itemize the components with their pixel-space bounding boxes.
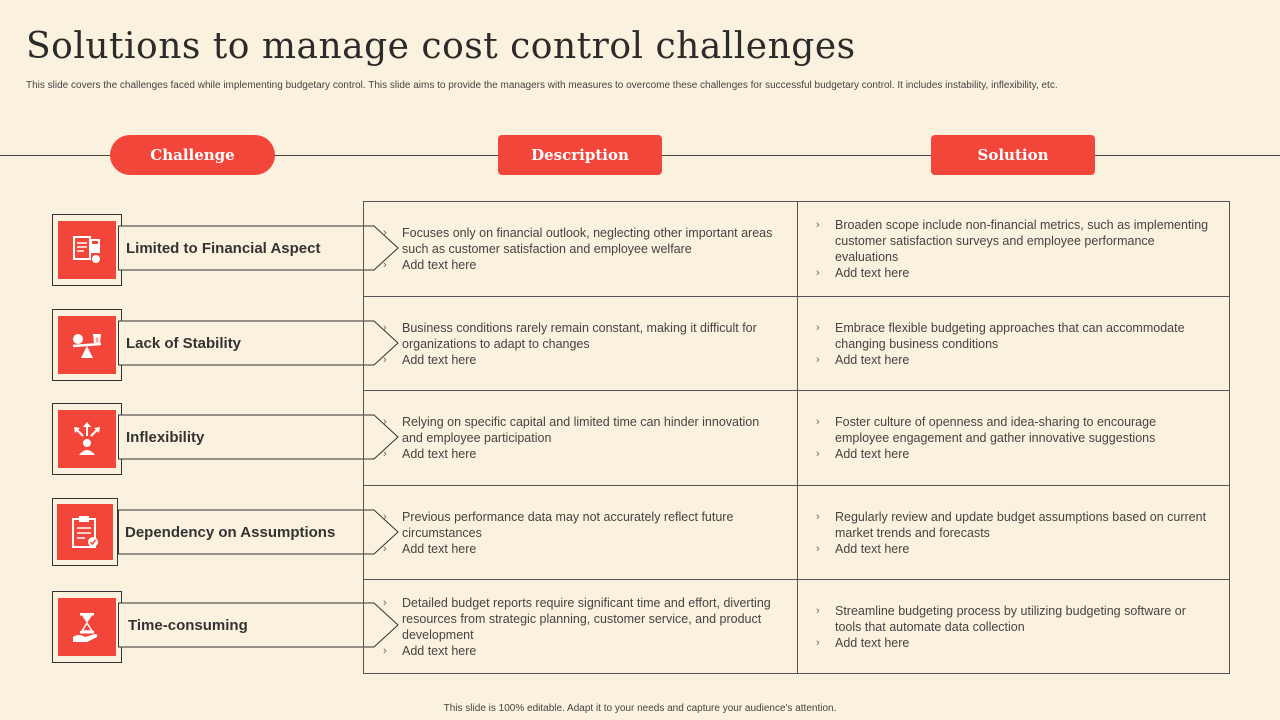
- solution-point: › Embrace flexible budgeting approaches that can accommodate changing business conditions: [835, 320, 1210, 352]
- financial-report-icon: [70, 233, 104, 267]
- challenge-label: Time-consuming: [128, 617, 248, 634]
- solution-cell: [797, 297, 1230, 391]
- page-subtitle: This slide covers the challenges faced while implementing budgetary control. This slide aims to provide the managers with measures to overcome these challenges for successful budgetary control. It includes instability, inflexibility, etc.: [26, 80, 1058, 91]
- challenge-icon-frame: [52, 498, 118, 566]
- challenge-row: [52, 403, 348, 475]
- description-cell: [364, 486, 798, 580]
- challenge-icon-frame: [52, 591, 122, 663]
- description-point: › Add text here: [402, 446, 777, 462]
- solution-point: › Add text here: [835, 635, 1210, 651]
- footer-note: This slide is 100% editable. Adapt it to your needs and capture your audience's attention.: [443, 703, 837, 714]
- description-cell: [364, 580, 798, 673]
- description-cell: [364, 297, 798, 391]
- description-solution-table: [363, 201, 1230, 674]
- challenge-row: [52, 214, 348, 286]
- description-point: › Add text here: [402, 541, 777, 557]
- solution-point: › Broaden scope include non-financial metrics, such as implementing customer satisfaction surveys and employee performance evaluations: [835, 217, 1210, 265]
- challenge-header: Challenge: [110, 135, 275, 175]
- solution-header: Solution: [931, 135, 1095, 175]
- challenge-label: Limited to Financial Aspect: [126, 240, 321, 257]
- description-cell: [364, 391, 798, 486]
- challenge-icon-frame: [52, 309, 122, 381]
- description-point: › Add text here: [402, 352, 777, 368]
- page-title: Solutions to manage cost control challenges: [26, 26, 856, 67]
- hourglass-hand-icon: [70, 610, 104, 644]
- description-cell: [364, 202, 798, 297]
- challenge-row: [52, 591, 348, 663]
- description-point: › Relying on specific capital and limited time can hinder innovation and employee participation: [402, 414, 777, 446]
- solution-point: › Add text here: [835, 352, 1210, 368]
- description-point: › Business conditions rarely remain constant, making it difficult for organizations to adapt to changes: [402, 320, 777, 352]
- solution-point: › Add text here: [835, 265, 1210, 281]
- solution-cell: [797, 580, 1230, 673]
- solution-point: › Streamline budgeting process by utilizing budgeting software or tools that automate data collection: [835, 603, 1210, 635]
- solution-point: › Regularly review and update budget assumptions based on current market trends and forecasts: [835, 509, 1210, 541]
- description-point: › Detailed budget reports require significant time and effort, diverting resources from strategic planning, customer service, and product development: [402, 595, 777, 643]
- challenge-icon-frame: [52, 403, 122, 475]
- solution-cell: [797, 486, 1230, 580]
- challenge-label: Lack of Stability: [126, 335, 242, 352]
- solution-cell: [797, 202, 1230, 297]
- description-point: › Add text here: [402, 257, 777, 273]
- solution-point: › Foster culture of openness and idea-sharing to encourage employee engagement and gather innovative suggestions: [835, 414, 1210, 446]
- clipboard-check-icon: [70, 514, 100, 550]
- solution-point: › Add text here: [835, 446, 1210, 462]
- solution-cell: [797, 391, 1230, 486]
- balance-scale-icon: [69, 328, 105, 362]
- description-point: › Previous performance data may not accurately reflect future circumstances: [402, 509, 777, 541]
- challenge-icon-frame: [52, 214, 122, 286]
- description-point: › Focuses only on financial outlook, neglecting other important areas such as customer satisfaction and employee welfare: [402, 225, 777, 257]
- description-point: › Add text here: [402, 643, 777, 659]
- solution-point: › Add text here: [835, 541, 1210, 557]
- challenge-label: Dependency on Assumptions: [125, 524, 336, 541]
- person-arrows-icon: [70, 421, 104, 457]
- challenge-row: [52, 309, 348, 381]
- challenge-row: [52, 498, 348, 570]
- svg-text:$: $: [95, 337, 99, 344]
- challenge-label: Inflexibility: [126, 429, 205, 446]
- description-header: Description: [498, 135, 662, 175]
